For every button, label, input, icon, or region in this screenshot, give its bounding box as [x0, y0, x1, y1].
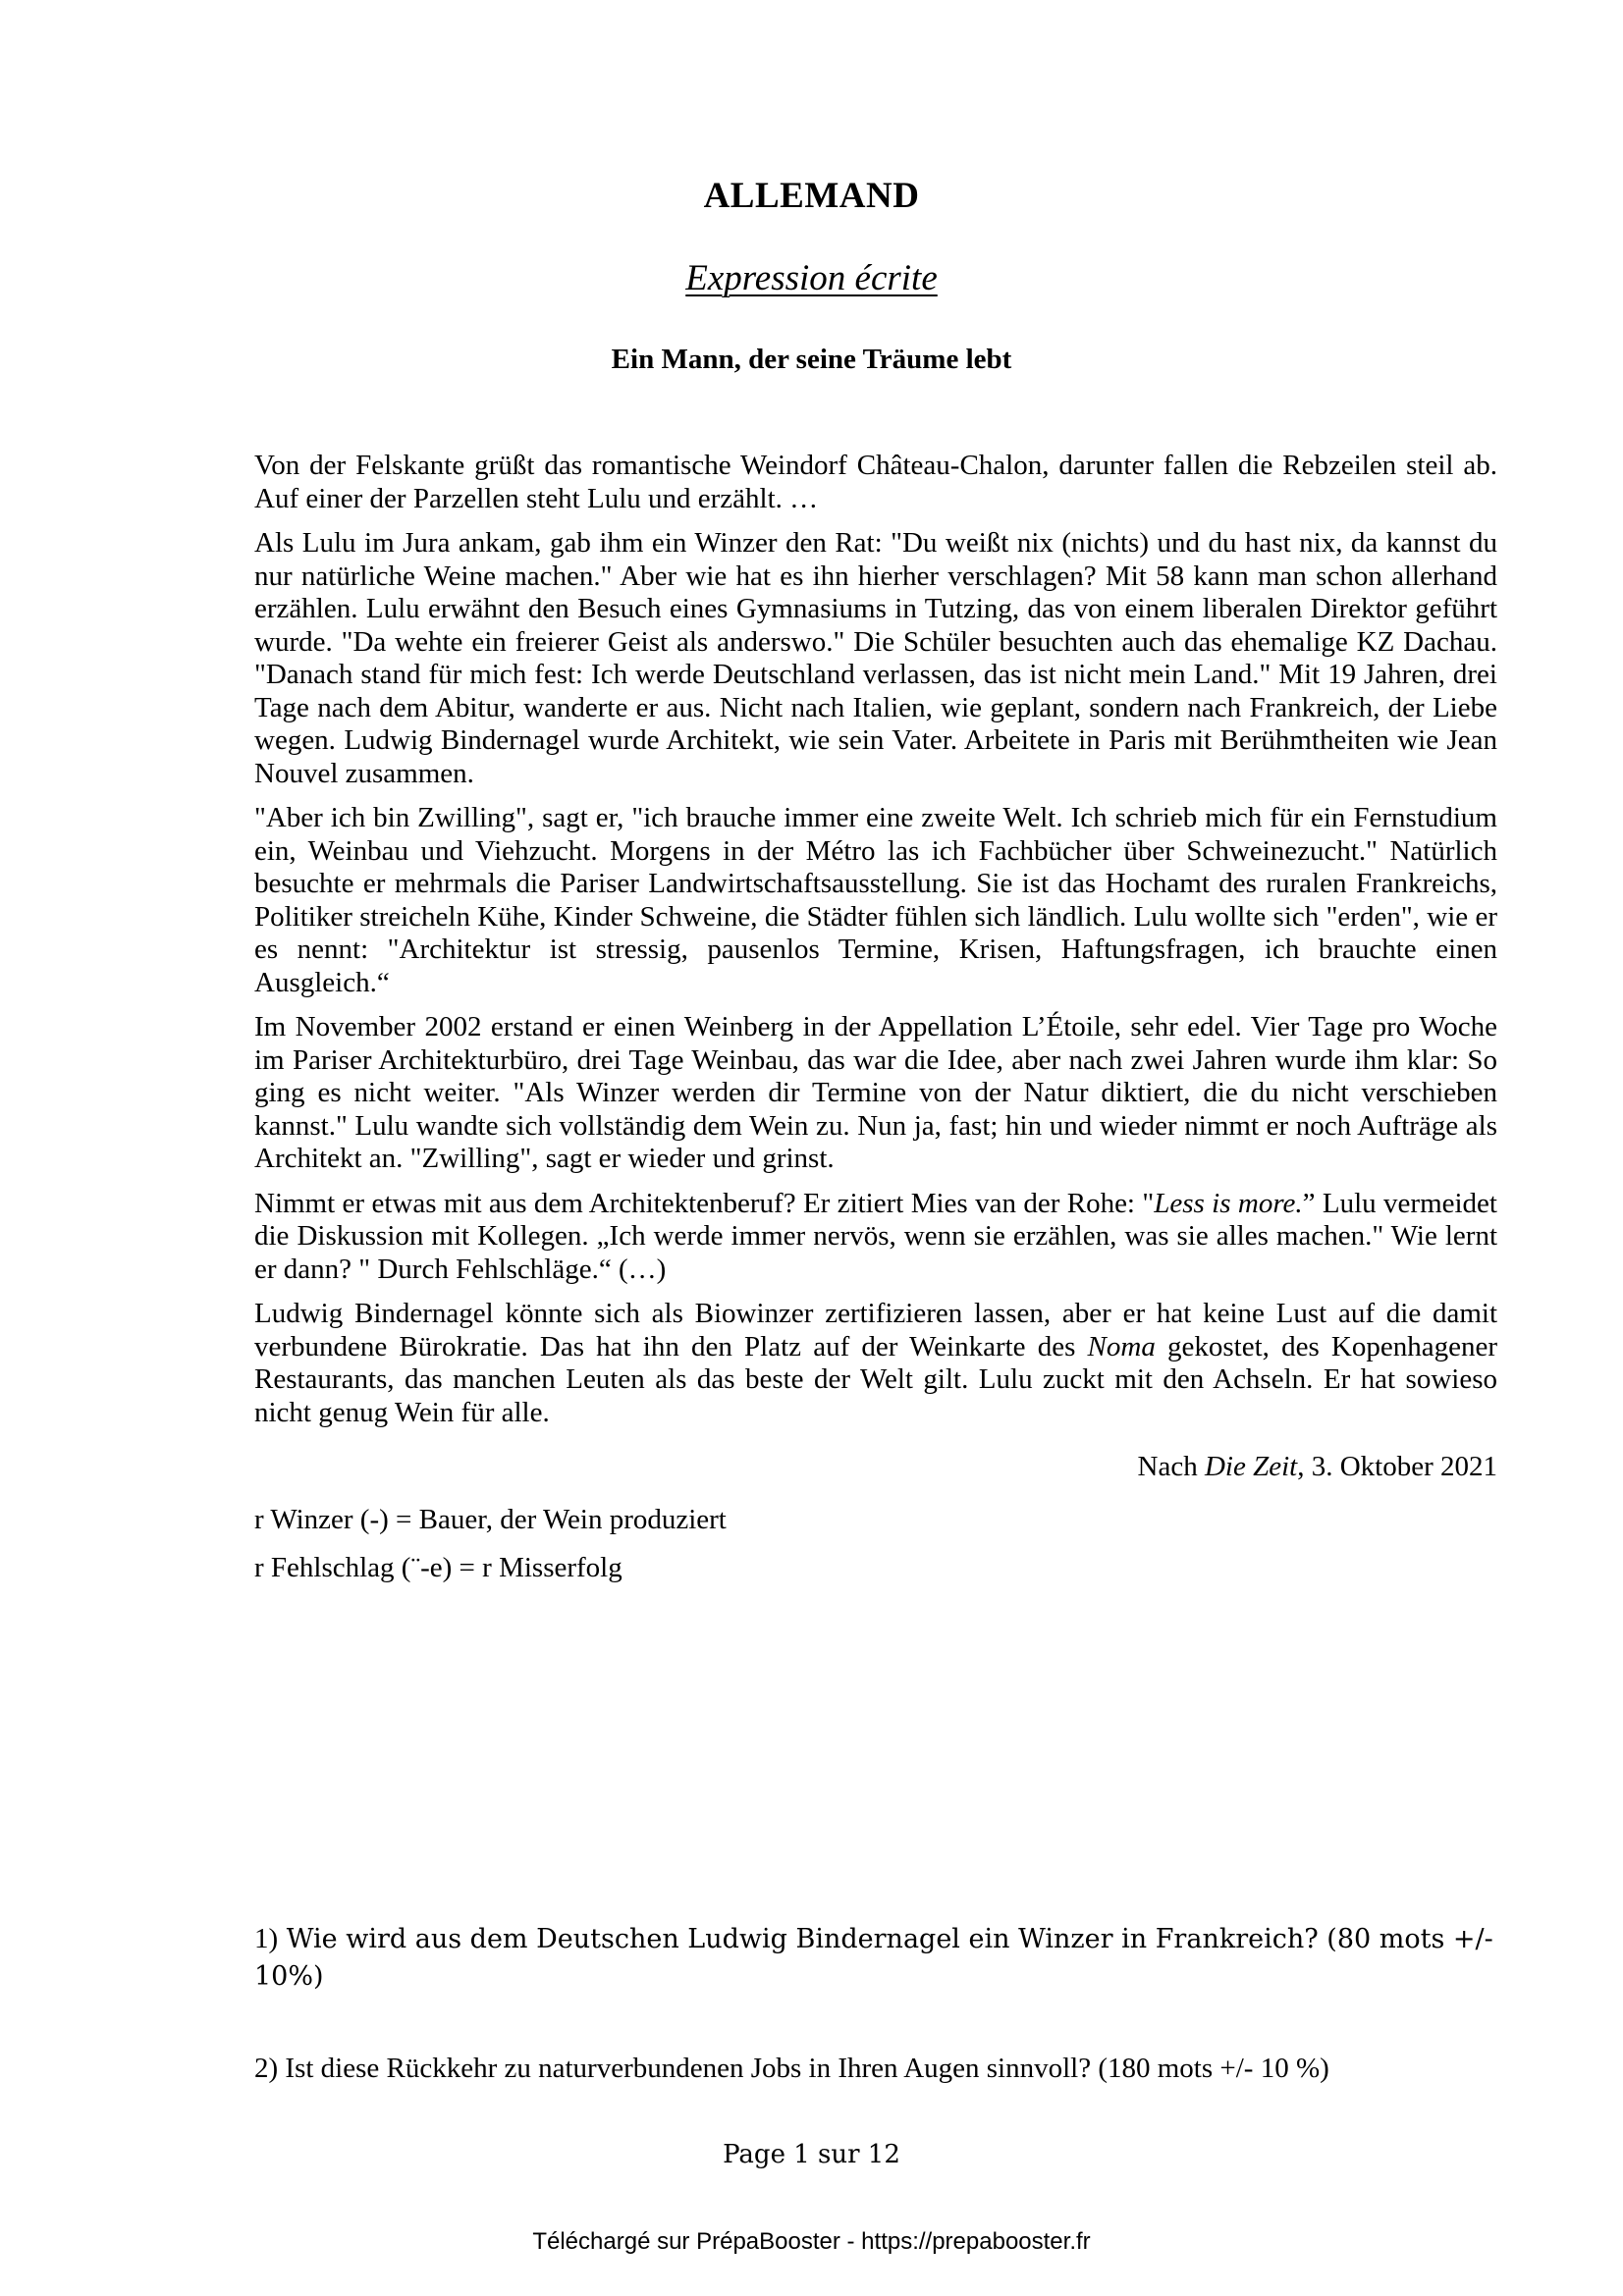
document-title: ALLEMAND	[703, 176, 920, 216]
question-2-text: Ist diese Rückkehr zu naturverbundenen Jobs in Ihren Augen sinnvoll? (180 mots +/- 10 %)	[278, 2053, 1329, 2084]
source-publication: Die Zeit	[1204, 1451, 1298, 1482]
source-citation	[254, 1451, 1497, 1484]
paragraph-6-before: Ludwig Bindernagel könnte sich als Biowinzer zertifizieren lassen, aber er hat keine Lust auf die damit verbundene Bürokratie. Das hat ihn den Platz auf der Weinkarte des	[254, 1298, 1497, 1362]
question-1-text: Wie wird aus dem Deutschen Ludwig Bindernagel ein Winzer in Frankreich? (80 mots +/- 10%)	[254, 1924, 1493, 1992]
paragraph-6-after: gekostet, des Kopenhagener Restaurants, das manchen Leuten als das beste der Welt gilt. Lulu zuckt mit den Achseln. Er hat sowieso nicht genug Wein für alle.	[254, 1330, 1498, 1428]
source-date: , 3. Oktober 2021	[1297, 1451, 1497, 1482]
paragraph-5	[254, 1188, 1497, 1287]
article-heading: Ein Mann, der seine Träume lebt	[611, 344, 1012, 375]
question-2-number: 2)	[254, 2053, 279, 2084]
glossary-item: r Fehlschlag (¨-e) = r Misserfolg	[254, 1552, 622, 1583]
glossary-item: r Winzer (-) = Bauer, der Wein produziert	[254, 1503, 727, 1535]
document-subtitle: Expression écrite	[685, 258, 938, 298]
paragraph-4: Im November 2002 erstand er einen Weinberg in der Appellation L’Étoile, sehr edel. Vier Tage pro Woche im Pariser Architekturbüro, drei Tage Weinbau, das war die Idee, aber nach zwei Jahren wurde ihm klar: So ging es nicht weiter. "Als Winzer werden dir Termine von der Natur diktiert, die du nicht verschieben kannst." Lulu wandte sich vollständig dem Wein zu. Nun ja, fast; hin und wieder nimmt er noch Aufträge als Architekt an. "Zwilling", sagt er wieder und grinst.	[254, 1011, 1497, 1174]
quote-less-is-more: Less is more.	[1154, 1187, 1303, 1219]
paragraph-5-after: ” Lulu vermeidet die Diskussion mit Kollegen. „Ich werde immer nervös, wenn sie erzählen, was sie alles machen." Wie lernt er dann? " Durch Fehlschläge.“ (…)	[254, 1187, 1497, 1285]
glossary	[254, 1504, 1497, 1585]
restaurant-name: Noma	[1087, 1330, 1156, 1362]
question-1	[254, 1920, 1521, 1996]
question-1-number: 1)	[254, 1923, 279, 1954]
paragraph-5-before: Nimmt er etwas mit aus dem Architektenberuf? Er zitiert Mies van der Rohe: "	[254, 1187, 1155, 1219]
page-number: Page 1 sur 12	[723, 2140, 900, 2169]
question-2	[254, 2052, 1521, 2085]
paragraph-3: "Aber ich bin Zwilling", sagt er, "ich brauche immer eine zweite Welt. Ich schrieb mich für ein Fernstudium ein, Weinbau und Viehzucht. Morgens in der Métro las ich Fachbücher über Schweinezucht." Natürlich besuchte er mehrmals die Pariser Landwirtschaftsausstellung. Sie ist das Hochamt des ruralen Frankreichs, Politiker streicheln Kühe, Kinder Schweine, die Städter fühlen sich ländlich. Lulu wollte sich "erden", wie er es nennt: "Architektur ist stressig, pausenlos Termine, Krisen, Haftungsfragen, ich brauchte einen Ausgleich.“	[254, 802, 1497, 998]
paragraph-6	[254, 1298, 1497, 1429]
download-footer: Téléchargé sur PrépaBooster - https://prepabooster.fr	[532, 2228, 1091, 2255]
paragraph-2: Als Lulu im Jura ankam, gab ihm ein Winzer den Rat: "Du weißt nix (nichts) und du hast nix, da kannst du nur natürliche Weine machen." Aber wie hat es ihn hierher verschlagen? Mit 58 kann man schon allerhand erzählen. Lulu erwähnt den Besuch eines Gymnasiums in Tutzing, das von einem liberalen Direktor geführt wurde. "Da wehte ein freierer Geist als anderswo." Die Schüler besuchten auch das ehemalige KZ Dachau. "Danach stand für mich fest: Ich werde Deutschland verlassen, das ist nicht mein Land." Mit 19 Jahren, drei Tage nach dem Abitur, wanderte er aus. Nicht nach Italien, wie geplant, sondern nach Frankreich, der Liebe wegen. Ludwig Bindernagel wurde Architekt, wie sein Vater. Arbeitete in Paris mit Berühmtheiten wie Jean Nouvel zusammen.	[254, 527, 1497, 789]
article-body	[254, 450, 1497, 1601]
paragraph-1: Von der Felskante grüßt das romantische Weindorf Château-Chalon, darunter fallen die Rebzeilen steil ab. Auf einer der Parzellen steht Lulu und erzählt. …	[254, 450, 1497, 514]
source-prefix: Nach	[1137, 1451, 1205, 1482]
